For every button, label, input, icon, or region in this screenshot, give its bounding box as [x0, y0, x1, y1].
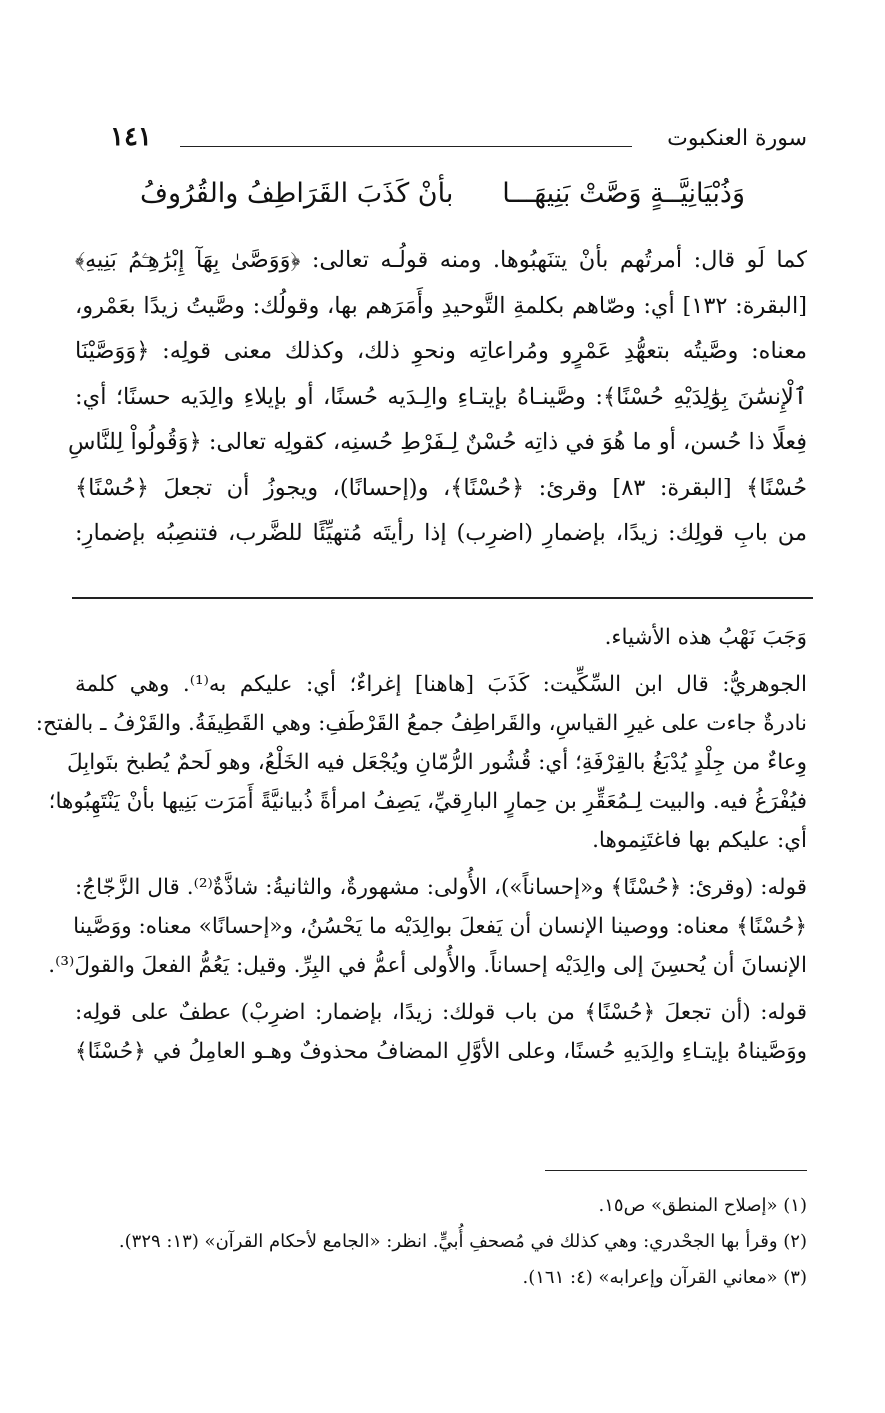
paragraph — [75, 618, 807, 657]
text-line: فِعلًا ذا حُسن، أو ما هُوَ في ذاتِه حُسْنٌ لِـفَرْطِ حُسنِه، كقولِه تعالى: ﴿وَقُولُواْ لِلنَّاسِ — [67, 429, 807, 455]
footnote: (١) «إصلاح المنطق» ص١٥. — [598, 1195, 807, 1216]
paragraph — [75, 993, 807, 1071]
text-line: نادرةٌ جاءت على غيرِ القياسِ، والقَراطِفُ جمعُ القَرْطَفِ: وهي القَطِيفَةُ. والقَرْفُ ـ بالفتح: — [35, 711, 807, 736]
text-line: فيُفْرَغُ فيه. والبيت لِـمُعَقِّرِ بن حِمارٍ البارِقيِّ، يَصِفُ امرأةً ذُبيانيَّةً أَمَرَت بَنِيها بأنْ يَنْتَهِبُوها؛ — [48, 789, 807, 814]
text-line: وِعاءٌ من جِلْدٍ يُدْبَغُ بالقِرْفَةِ؛ أي: قُشُور الرُّمّانِ ويُجْعَل فيه الخَلْعُ، وهو لَحمٌ يُطبخ بتَوابِلَ — [67, 750, 807, 775]
text-line: [البقرة: ١٣٢] أي: وصّاهم بكلمةِ التَّوحيدِ وأَمَرَهم بها، وقولُك: وصَّيتُ زيدًا بعَمْرو، — [75, 292, 807, 319]
footnote: (٣) «معاني القرآن وإعرابه» (٤: ١٦١). — [522, 1267, 807, 1288]
text-line: الجوهريُّ: قال ابن السِّكِّيت: كَذَبَ [هاهنا] إغراءٌ؛ أي: عليكم به⁽¹⁾. وهي كلمة — [75, 672, 807, 697]
text-line: قوله: (وقرئ: ﴿حُسْنًا﴾ و«إحساناً»)، الأُولى: مشهورةٌ، والثانيةُ: شاذَّةٌ⁽²⁾. قال الزَّجّاجُ: — [75, 875, 807, 900]
text-line: معناه: وصَّيتُه بتعهُّدِ عَمْرٍو ومُراعاتِه ونحوِ ذلك، وكذلك معنى قولِه: ﴿وَوَصَّيْنَا — [75, 338, 808, 364]
section-divider — [72, 597, 813, 599]
footnote-rule — [545, 1170, 807, 1171]
footnote: (٢) وقرأ بها الجحْدري: وهي كذلك في مُصحفِ أُبيٍّ. انظر: «الجامع لأحكام القرآن» (١٣: ٣٢٩). — [118, 1231, 807, 1252]
page-header — [110, 122, 807, 162]
text-line: ووَصَّيناهُ بإيتـاءِ والِدَيهِ حُسنًا، وعلى الأوَّلِ المضافُ محذوفٌ وهـو العامِلُ في ﴿حُسْنًا﴾ — [75, 1039, 807, 1064]
text-line: من بابِ قولِك: زيدًا، بإضمارِ (اضرِب) إذا رأيتَه مُتهيِّئًا للضَّرب، فتنصِبُه بإضمارِ: — [75, 520, 807, 546]
text-line: ٱلْإِنسَٰنَ بِوَٰلِدَيْهِ حُسْنًا﴾: وصَّينـاهُ بإيتـاءِ والِـدَيه حُسنًا، أو بإيلاءِ والِدَيه حسنًا؛ أي: — [75, 383, 807, 410]
text-line: قوله: (أن تجعلَ ﴿حُسْنًا﴾ من باب قولك: زيدًا، بإضمار: اضرِبْ) عطفٌ على قولِه: — [75, 1000, 807, 1025]
text-line: وَجَبَ نَهْبُ هذه الأشياء. — [604, 625, 807, 650]
text-line: كما لَو قال: أمرتُهم بأنْ يتنَهبُوها. ومنه قولُـه تعالى: ﴿وَوَصَّىٰ بِهَآ إِبْرَٰهِـۧمُ بَنِيهِ﴾ — [75, 247, 807, 273]
header-rule — [180, 146, 632, 147]
page-number: ١٤١ — [110, 122, 152, 152]
paragraph — [35, 665, 807, 860]
paragraph — [48, 868, 807, 985]
text-line: أي: عليكم بها فاغتَنِموها. — [592, 828, 807, 853]
verse-hemistich-left: بأنْ كَذَبَ القَرَاطِفُ والقُرُوفُ — [140, 178, 454, 209]
poetry-verse — [140, 178, 745, 228]
commentary-body — [35, 618, 807, 1079]
surah-title: سورة العنكبوت — [667, 126, 807, 151]
verse-hemistich-right: وَذُبْيَانِيَّــةٍ وَصَّتْ بَنِيهَـــا — [502, 178, 745, 209]
text-line: الإنسانَ أن يُحسِنَ إلى والِدَيْه إحساناً. والأُولى أعمُّ في البِرِّ. وقيل: يَعُمُّ الفعلَ والقولَ⁽³⁾. — [48, 953, 807, 978]
commentary-upper-text — [67, 238, 808, 557]
text-line: ﴿حُسْنًا﴾ معناه: ووصينا الإنسان أن يَفعلَ بوالِدَيْه ما يَحْسُنُ، و«إحسانًا» معناه: ووَصَّينا — [73, 914, 807, 939]
footnotes — [75, 1188, 807, 1296]
text-line: حُسْنًا﴾ [البقرة: ٨٣] وقرئ: ﴿حُسْنًا﴾، و(إحسانًا)، ويجوزُ أن تجعلَ ﴿حُسْنًا﴾ — [75, 474, 807, 501]
